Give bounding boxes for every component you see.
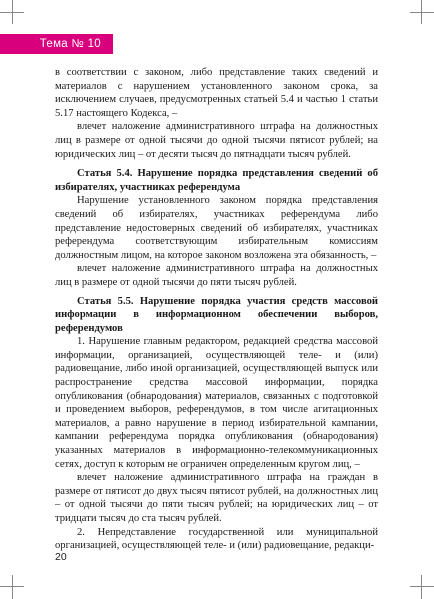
crop-mark-bottom-left-v bbox=[12, 575, 13, 599]
article-heading-5-4: Статья 5.4. Нарушение порядка представления сведений об избирателях, участниках референдума bbox=[55, 168, 378, 193]
paragraph-article-5-5-part-2: 2. Непредставление государственной или муниципальной организацией, осуществляющей теле- и (или) радиовещание, редакци- bbox=[55, 526, 378, 552]
crop-mark-top-left-h bbox=[0, 12, 24, 13]
crop-mark-top-right-h bbox=[410, 12, 434, 13]
paragraph-article-5-4-text: Нарушение установленного законом порядка представления сведений об избирателях, участниках референдума либо представление недостоверных сведений об избирателях, участниках референдума соответствующим избирательным комиссиям должностным лицом, на которое законом возложена эта обязанность, – bbox=[55, 195, 378, 261]
topic-label: Тема № 10 bbox=[39, 38, 101, 50]
paragraph-article-5-4-penalty: влечет наложение административного штрафа на должностных лиц в размере от одной тысячи до пяти тысяч рублей. bbox=[55, 263, 378, 288]
page-body bbox=[55, 66, 378, 553]
paragraph-penalty: влечет наложение административного штрафа на должностных лиц в размере от одной тысячи до одной тысячи пятисот рублей; на юридических лиц – от десяти тысяч до пятнадцати тысяч рублей. bbox=[55, 121, 378, 160]
paragraph-article-5-5-part-1: 1. Нарушение главным редактором, редакцией средства массовой информации, организацией, осуществляющей теле- и (или) радиовещание, либо иной организацией, осуществляющей выпуск или распространение средства массовой информации, порядка опубликования (обнародования) материалов, связанных с подготовкой и проведением выборов, референдумов, в том числе агитационных материалов, а равно нарушение в период избирательной кампании, кампании референдума порядка опубликования (обнародования) указанных материалов в информационно-телекоммуникационных сетях, доступ к которым не ограничен определенным кругом лиц, – bbox=[55, 336, 378, 470]
topic-tab bbox=[0, 34, 113, 54]
crop-mark-bottom-right-h bbox=[410, 586, 434, 587]
page-number: 20 bbox=[55, 551, 67, 563]
paragraph-continuation: в соответствии с законом, либо представление таких сведений и материалов с нарушением установленного законом срока, за исключением случаев, предусмотренных статьей 5.4 и частью 1 статьи 5.17 настоящего Кодекса, – bbox=[55, 67, 378, 119]
paragraph-article-5-5-penalty: влечет наложение административного штрафа на граждан в размере от пятисот до двух тысяч пятисот рублей, на должностных лиц – от одной тысячи до пяти тысяч рублей; на юридических лиц – от тридцати тысяч до ста тысяч рублей. bbox=[55, 472, 378, 524]
crop-mark-bottom-left-h bbox=[0, 586, 24, 587]
crop-mark-bottom-right-v bbox=[421, 575, 422, 599]
article-heading-5-5: Статья 5.5. Нарушение порядка участия средств массовой информации в информационном обеспечении выборов, референдумов bbox=[55, 295, 378, 334]
